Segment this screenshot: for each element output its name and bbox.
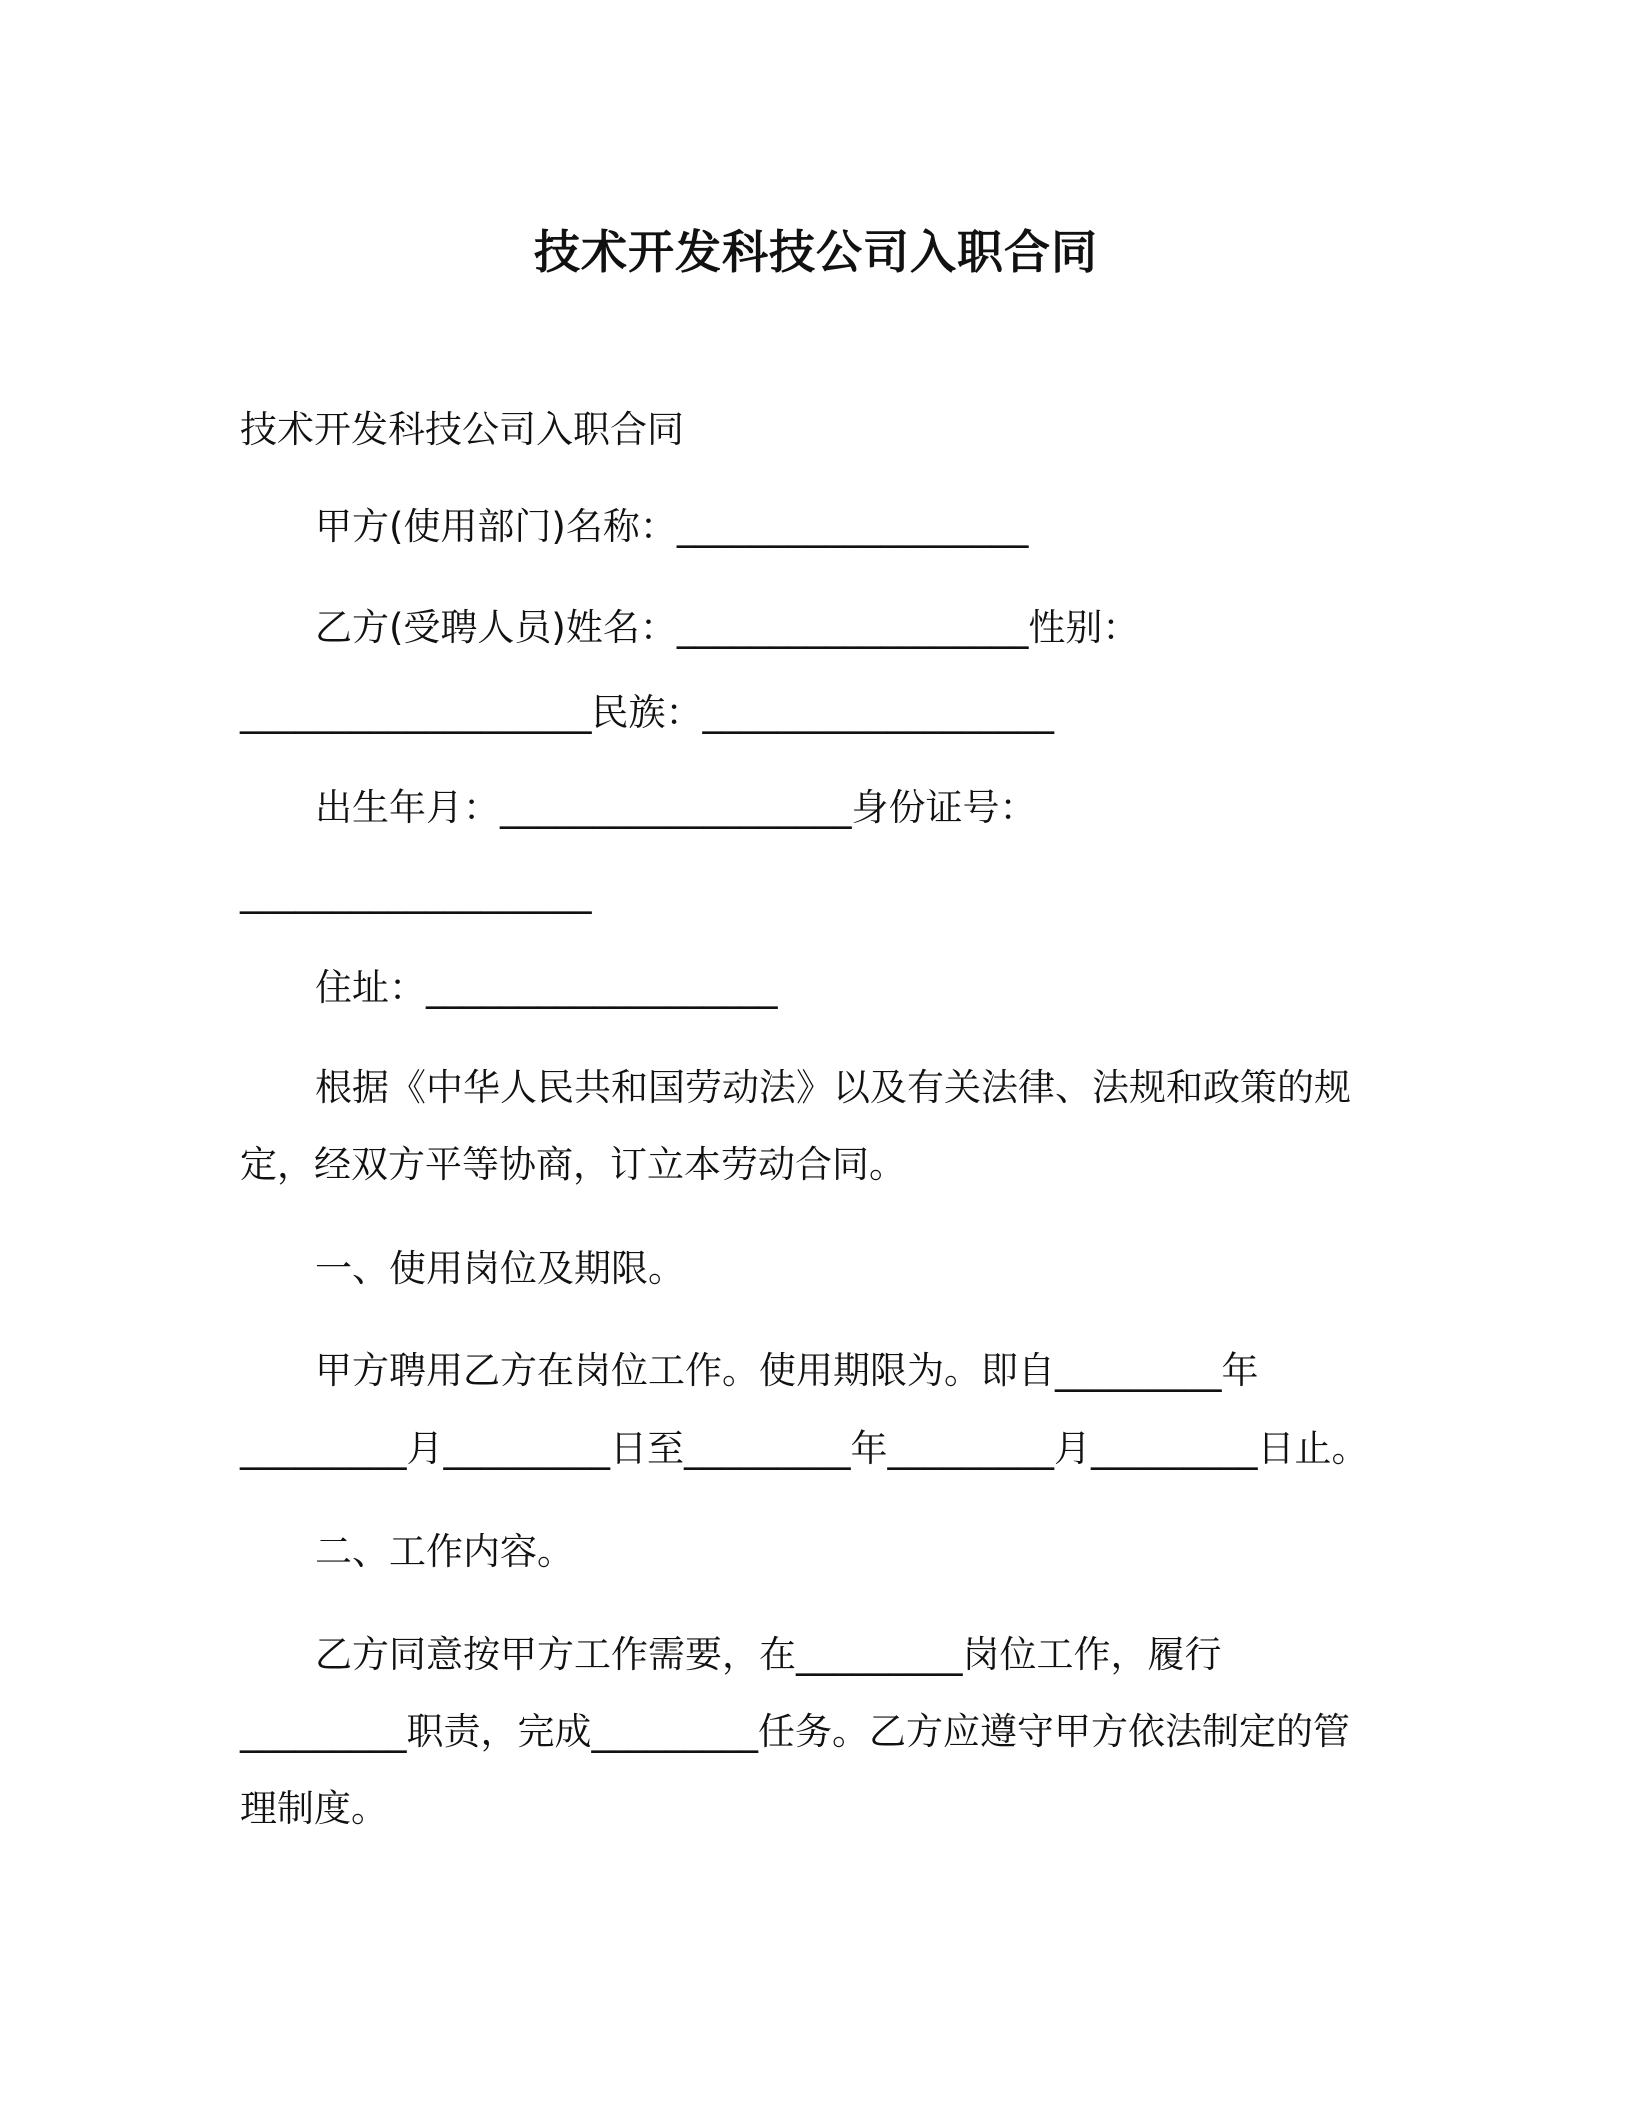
preamble-line-1: 根据《中华人民共和国劳动法》以及有关法律、法规和政策的规 <box>315 1066 1351 1109</box>
document-title: 技术开发科技公司入职合同 <box>534 225 1098 279</box>
section-2-line-3: 理制度。 <box>240 1787 388 1830</box>
preamble-line-2: 定，经双方平等协商，订立本劳动合同。 <box>240 1143 906 1186</box>
section-2-heading: 二、工作内容。 <box>315 1530 574 1573</box>
section-1-heading: 一、使用岗位及期限。 <box>315 1247 685 1290</box>
birth-date-line: 出生年月：___________________身份证号： <box>315 786 1037 829</box>
address-line: 住址：___________________ <box>315 966 778 1009</box>
section-2-line-2: _________职责，完成_________任务。乙方应遵守甲方依法制定的管 <box>240 1710 1350 1753</box>
party-a-name-line: 甲方(使用部门)名称：___________________ <box>315 505 1029 548</box>
section-1-line-1: 甲方聘用乙方在岗位工作。使用期限为。即自_________年 <box>315 1349 1259 1392</box>
section-2-line-1: 乙方同意按甲方工作需要，在_________岗位工作，履行 <box>315 1633 1222 1676</box>
subtitle-line: 技术开发科技公司入职合同 <box>240 408 684 451</box>
id-number-blank-line: ___________________ <box>240 871 592 914</box>
ethnicity-line: ___________________民族：___________________ <box>240 691 1054 734</box>
party-b-name-line: 乙方(受聘人员)姓名：___________________性别： <box>315 606 1140 649</box>
section-1-line-2: _________月_________日至_________年_________月_________日止。 <box>240 1427 1369 1470</box>
